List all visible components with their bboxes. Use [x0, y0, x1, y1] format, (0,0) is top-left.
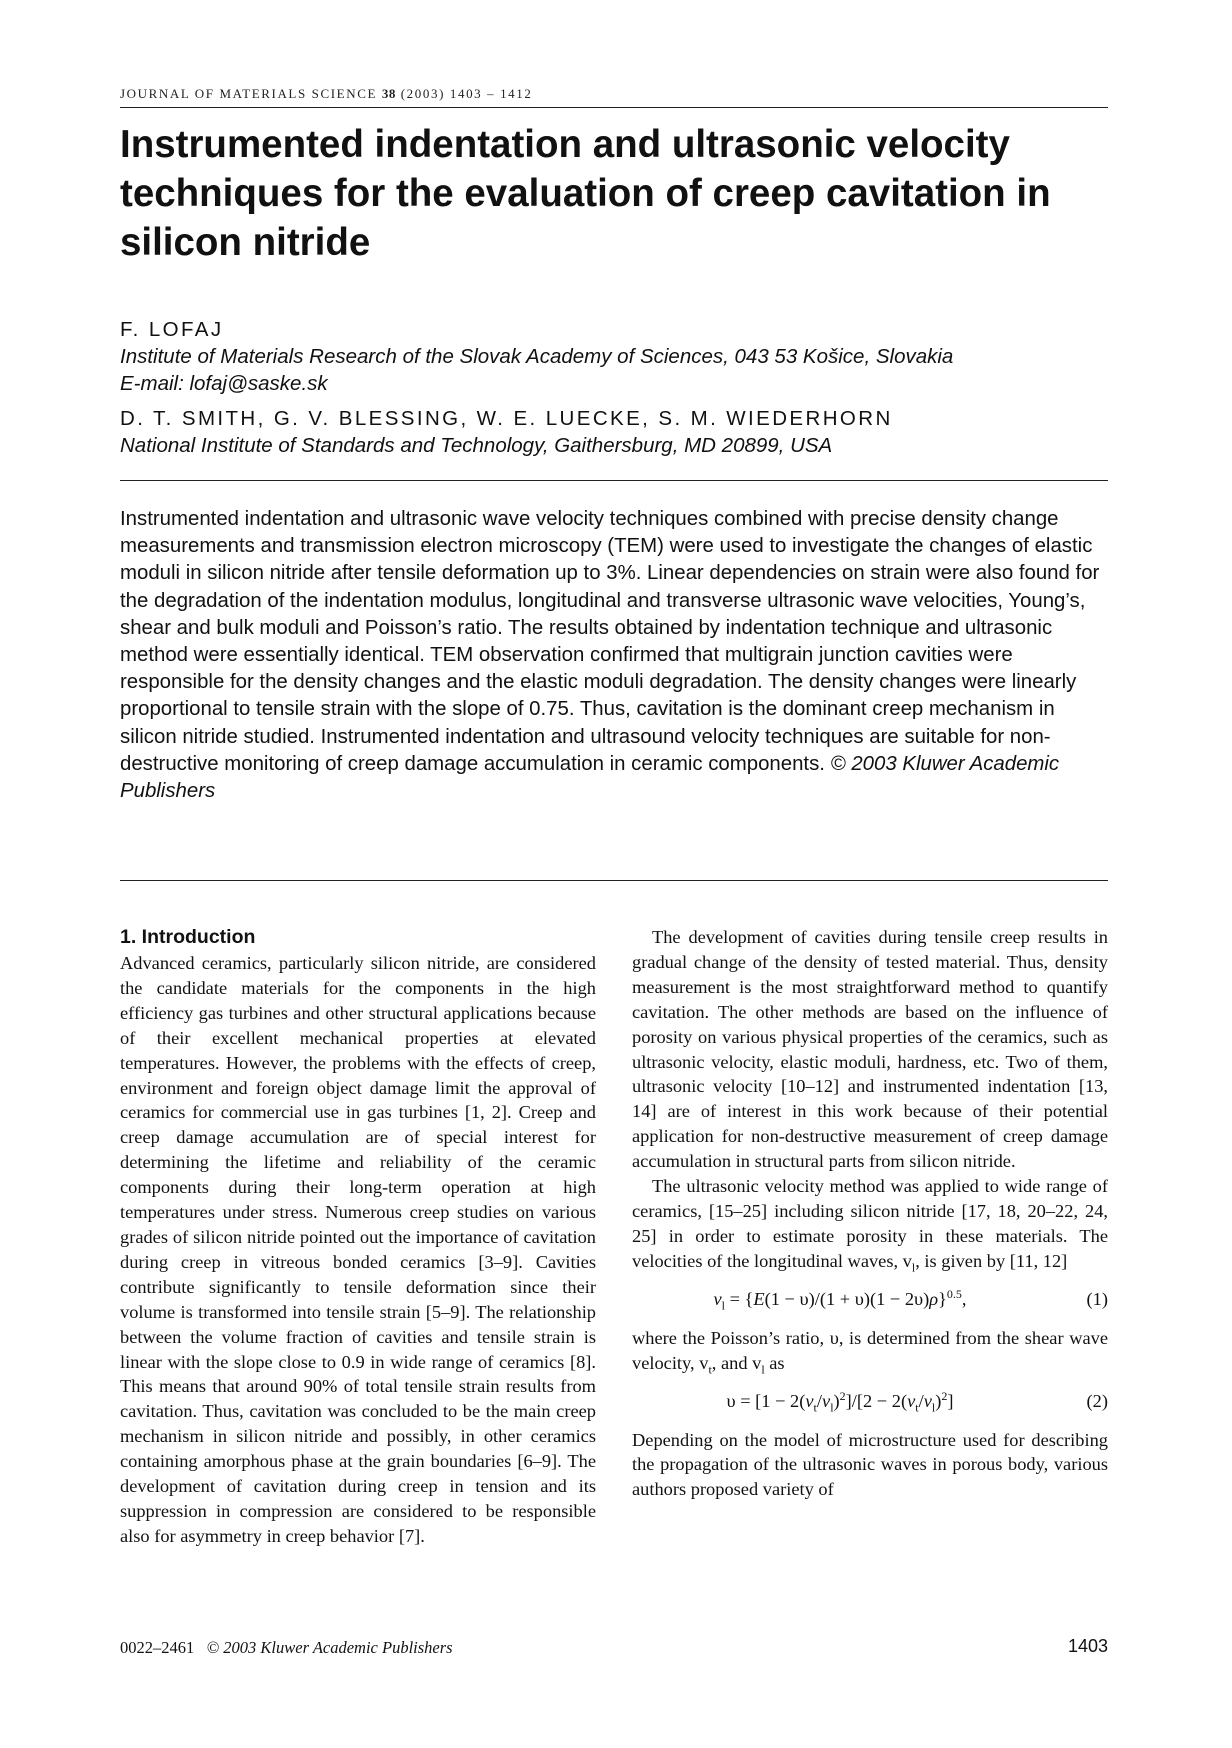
- cavities-paragraph: The development of cavities during tensile creep results in gradual change of the density of tested material. Thus, density measurement is the most straightforward method to quantify cavitation. The other methods are based on the influence of porosity on various physical properties of the ceramics, such as ultrasonic velocity, elastic moduli, hardness, etc. Two of them, ultrasonic velocity [10–12] and instrumented indentation [13, 14] are of interest in this work because of their potential application for non-destructive measurement of creep damage accumulation in structural parts from silicon nitride.: [632, 927, 1108, 1172]
- equation-1-number: (1): [1086, 1288, 1108, 1309]
- footer-left: [120, 1638, 453, 1658]
- section-heading: 1. Introduction: [120, 926, 256, 948]
- ultrasonic-paragraph: The ultrasonic velocity method was applied to wide range of ceramics, [15–25] including silicon nitride [17, 18, 20–22, 24, 25] in order to estimate porosity in these materials. The velocities of the longitudinal waves, $v_l$, is given by [11, 12]: [632, 1176, 1108, 1275]
- poisson-paragraph: where the Poisson’s ratio, υ, is determined from the shear wave velocity, $v_t$, and $v_l$ as: [632, 1327, 1108, 1377]
- affiliation-1: Institute of Materials Research of the Slovak Academy of Sciences, 043 53 Košice, Slovakia: [120, 345, 954, 368]
- footer-issn: 0022–2461: [120, 1638, 195, 1657]
- abstract-bottom-rule: [120, 880, 1108, 881]
- author-names-1: F. LOFAJ: [120, 318, 224, 341]
- abstract: [120, 506, 1108, 805]
- abstract-copyright: © 2003 Kluwer Academic Publishers: [120, 752, 1060, 803]
- abstract-top-rule: [120, 480, 1108, 481]
- author-email: E-mail: lofaj@saske.sk: [120, 372, 328, 395]
- microstructure-paragraph: Depending on the model of microstructure used for describing the propagation of the ultrasonic waves in porous body, various authors proposed variety of: [632, 1429, 1108, 1500]
- journal-name: JOURNAL OF MATERIALS SCIENCE: [120, 86, 378, 101]
- paper-title: Instrumented indentation and ultrasonic velocity techniques for the evaluation of creep cavitation in silicon nitride: [120, 123, 1051, 264]
- journal-volume: 38: [381, 86, 396, 101]
- equation-1: $v_l = \{E(1 - \upsilon)/(1 + \upsilon)(1 - 2\upsilon)\rho\}^{0.5}$, (1): [713, 1286, 1108, 1313]
- running-header: [120, 86, 1108, 108]
- intro-paragraph: Advanced ceramics, particularly silicon nitride, are considered the candidate materials for the components in the high efficiency gas turbines and other structural applications because of their excellent mechanical properties at elevated temperatures. However, the problems with the effects of creep, environment and foreign object damage limit the approval of ceramics for commercial use in gas turbines [1, 2]. Creep and creep damage accumulation are of special interest for determining the lifetime and reliability of the ceramic components during their long-term operation at high temperatures under stress. Numerous creep studies on various grades of silicon nitride pointed out the importance of cavitation during creep in vitreous bonded ceramics [3–9]. Cavities contribute significantly to tensile deformation since their volume is transformed into tensile strain [5–9]. The relationship between the volume fraction of cavities and tensile strain is linear with the slope close to 0.9 in wide range of ceramics [8]. This means that around 90% of total tensile strain results from cavitation. Thus, cavitation was concluded to be the main creep mechanism in silicon nitride and possibly, in other ceramics containing amorphous phase at the grain boundaries [6–9]. The development of cavitation during creep in tension and its suppression in compression are considered to be responsible also for asymmetry in creep behavior [7].: [120, 953, 596, 1546]
- equation-2: $\upsilon = [1 - 2(v_t/v_l)^2]/[2 - 2(v_t/v_l)^2]$ (2): [726, 1388, 1108, 1415]
- left-column: [120, 925, 596, 1549]
- equation-2-number: (2): [1086, 1390, 1108, 1411]
- journal-year: (2003): [400, 86, 446, 101]
- author-block: [120, 316, 1120, 459]
- journal-pages: 1403 – 1412: [449, 86, 533, 101]
- affiliation-2: National Institute of Standards and Technology, Gaithersburg, MD 20899, USA: [120, 434, 833, 457]
- right-column: [632, 925, 1108, 1502]
- author-names-2: D. T. SMITH, G. V. BLESSING, W. E. LUECKE, S. M. WIEDERHORN: [120, 407, 893, 430]
- page-number: 1403: [1067, 1636, 1108, 1656]
- abstract-text: Instrumented indentation and ultrasonic wave velocity techniques combined with precise density change measurements and transmission electron microscopy (TEM) were used to investigate the changes of elastic moduli in silicon nitride after tensile deformation up to 3%. Linear dependencies on strain were also found for the degradation of the indentation modulus, longitudinal and transverse ultrasonic wave velocities, Young’s, shear and bulk moduli and Poisson’s ratio. The results obtained by indentation technique and ultrasonic method were essentially identical. TEM observation confirmed that multigrain junction cavities were responsible for the density changes and the elastic moduli degradation. The density changes were linearly proportional to tensile strain with the slope of 0.75. Thus, cavitation is the dominant creep mechanism in silicon nitride studied. Instrumented indentation and ultrasound velocity techniques are suitable for non-destructive monitoring of creep damage accumulation in ceramic components.: [120, 508, 1100, 775]
- footer-copyright: © 2003 Kluwer Academic Publishers: [206, 1638, 453, 1657]
